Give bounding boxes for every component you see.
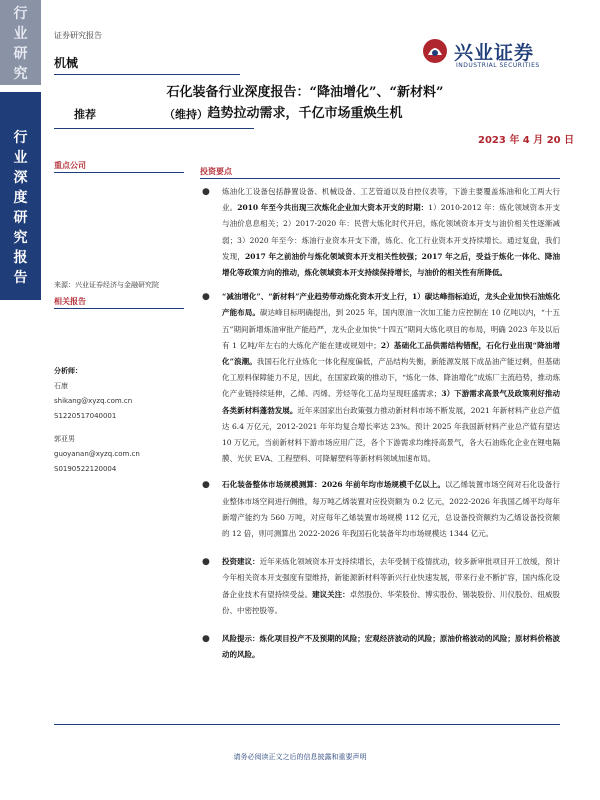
key-companies-divider [54, 172, 184, 173]
bullet-icon: ● [202, 292, 210, 303]
sector-label: 机械 [54, 56, 79, 70]
footer-divider [54, 724, 560, 725]
sidebar-top-block [0, 0, 41, 85]
analyst1-cert: S1220517040001 [54, 412, 117, 420]
key-point-market-size: ● 石化装备整体市场规模测算：2026 年前年均市场规模千亿以上。以乙烯装置市场空间对石化设备行业整体市场空间进行侧推，每万吨乙烯装置对应投资额为 0.2 亿元，2022-2026 年我国乙烯平均每年新增产能约为 560 万吨，对应每年乙烯装置市场规模 112 亿元，总设备投资额约为乙烯设备投资额的 12 倍，则可测算出 2022-2026 年我国石化装备年均市场规模达 1344 亿元。 [200, 477, 560, 542]
key-points-list [200, 184, 560, 663]
company-logo [422, 38, 572, 70]
logo-name-en: INDUSTRIAL SECURITIES [456, 62, 540, 69]
analyst1-name: 石康 [54, 382, 68, 390]
report-title-line2: 趋势拉动需求，千亿市场重焕生机 [207, 106, 403, 121]
sidebar-top-text: 行 业 研 究 [13, 6, 28, 82]
header-divider [54, 74, 240, 75]
logo-name-cn: 兴业证券 [454, 42, 535, 64]
key-points-heading: 投资要点 [200, 167, 232, 176]
bullet-icon: ● [202, 557, 210, 568]
bullet-icon: ● [202, 480, 210, 491]
sidebar-category-text: 行 业 深 度 研 究 报 告 [13, 130, 28, 286]
key-point-trends: ● “减油增化”、“新材料”产业趋势带动炼化资本开支上行，1）碳达峰指标迫近，龙头企业加快石油炼化产能布局。碳达峰目标明确提出，到 2025 年，国内原油一次加工能力应控制在 10 亿吨以内，“十五五”期间新增炼油审批产能趋严，龙头企业加快“十四五”期间大炼化项目的布局，明确 2023 年及以后有 1 亿吨/年左右的大炼化产能在建或规划中；2）基础化工品供需结构错配，石化行业出现“降油增化”浪潮。我国石化行业炼化一体化程度偏低，产品结构失衡，新能源发展下成品油产能过剩，但基础化工原料保障能力不足，因此，在国家政策的推动下，“炼化一体、降油增化”成炼厂主流趋势，推动炼化产业链持续延伸，乙烯、丙烯、芳烃等化工品均呈现旺盛需求；3）下游需求高景气及政策利好推动各类新材料蓬勃发展。近年来国家出台政策强力推动新材料市场不断发展，2021 年新材料产业总产值达 6.4 万亿元，2012-2021 年年均复合增长率达 23%。预计 2025 年我国新材料产业总产值有望达 10 万亿元，当前新材料下游市场应用广泛，各个下游需求均维持高景气，各大石油炼化企业在锂电隔膜、光伏 EVA、工程塑料、可降解塑料等新材料领域加速布局。 [200, 289, 560, 467]
analyst2-email[interactable]: guoyanan@xyzq.com.cn [54, 450, 140, 458]
related-reports-heading: 相关报告 [54, 297, 86, 306]
analyst1-email[interactable]: shikang@xyzq.com.cn [54, 397, 133, 405]
key-point-risks: ● 风险提示：炼化项目投产不及预期的风险；宏观经济波动的风险；原油价格波动的风险；原材料价格波动的风险。 [200, 631, 560, 663]
key-point-history: ● 炼油化工设备包括静置设备、机械设备、工艺管道以及自控仪表等，下游主要覆盖炼油和化工两大行业。2010 年至今共出现三次炼化企业加大资本开支的时期：1）2010-2012 年：炼化领域资本开支与油价息息相关；2）2017-2020 年：民营大炼化时代开启，炼化领域资本开支与油价相关性逐渐减弱；3）2020 年至今：炼油行业资本开支下滑，炼化、化工行业资本开支持续增长。通过复盘，我们发现，2017 年之前油价与炼化领域资本开支相关性较强；2017 年之后，受益于炼化一体化、降油增化等政策方向的推动，炼化领域资本开支持续保持增长，与油价的相关性有所降低。 [200, 184, 560, 281]
report-type-label: 证券研究报告 [54, 31, 102, 40]
related-reports-divider [54, 308, 184, 309]
key-companies-heading: 重点公司 [54, 161, 86, 170]
rating-status: （维持） [164, 108, 208, 121]
analyst-label: 分析师： [54, 367, 82, 375]
rating-divider [54, 128, 254, 129]
rating-value: 推荐 [74, 108, 96, 121]
analyst-block [54, 364, 184, 477]
analyst2-name: 郭亚男 [54, 435, 75, 443]
sidebar-category-block [0, 92, 41, 300]
report-title-line1: 石化装备行业深度报告：“降油增化”、“新材料” [166, 85, 444, 100]
analyst2-cert: S0190522120004 [54, 465, 117, 473]
industrial-securities-logo-icon [422, 38, 448, 64]
bullet-icon: ● [202, 634, 210, 645]
report-date: 2023 年 4 月 20 日 [478, 135, 575, 146]
source-note: 来源：兴业证券经济与金融研究院 [54, 281, 159, 289]
bullet-icon: ● [202, 187, 210, 197]
key-points-divider [200, 178, 560, 179]
report-title [60, 82, 550, 124]
key-point-investment-advice: ● 投资建议：近年来炼化领域资本开支持续增长，去年受制于疫情扰动，较多新审批项目开工放缓，预计今年相关资本开支强度有望维持，新能源新材料等新兴行业快速发展，带来行业不断扩容，国内炼化设备企业技术有望持续受益。建议关注：卓然股份、华荣股份、博实股份、锡装股份、川仪股份、纽威股份、中密控股等。 [200, 554, 560, 619]
disclaimer-footer: 请务必阅读正文之后的信息披露和重要声明 [233, 753, 367, 761]
